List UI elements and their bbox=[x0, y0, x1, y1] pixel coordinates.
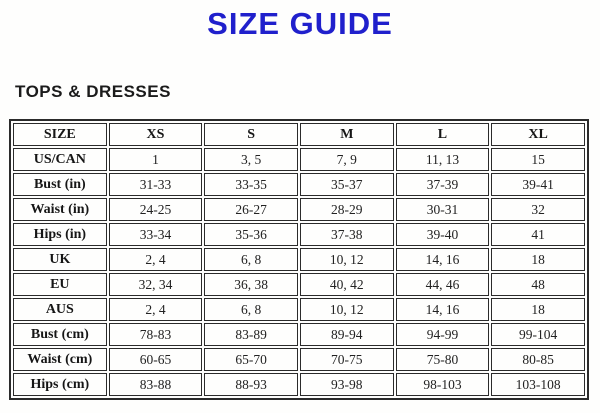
table-row-eu bbox=[13, 273, 585, 296]
row-label: UK bbox=[13, 248, 107, 271]
table-cell: 39-41 bbox=[491, 173, 585, 196]
table-cell: 28-29 bbox=[300, 198, 394, 221]
table-cell: 30-31 bbox=[396, 198, 490, 221]
row-label: Waist (cm) bbox=[13, 348, 107, 371]
table-cell: 26-27 bbox=[204, 198, 298, 221]
table-cell: 15 bbox=[491, 148, 585, 171]
table-row-waist-cm bbox=[13, 348, 585, 371]
column-header-xl: XL bbox=[491, 123, 585, 146]
table-cell: 40, 42 bbox=[300, 273, 394, 296]
table-cell: 7, 9 bbox=[300, 148, 394, 171]
size-chart-table bbox=[9, 119, 589, 400]
table-cell: 83-89 bbox=[204, 323, 298, 346]
table-cell: 1 bbox=[109, 148, 203, 171]
table-cell: 6, 8 bbox=[204, 298, 298, 321]
table-cell: 80-85 bbox=[491, 348, 585, 371]
table-row-aus bbox=[13, 298, 585, 321]
table-row-waist-in bbox=[13, 198, 585, 221]
table-cell: 65-70 bbox=[204, 348, 298, 371]
table-cell: 60-65 bbox=[109, 348, 203, 371]
table-cell: 99-104 bbox=[491, 323, 585, 346]
table-cell: 14, 16 bbox=[396, 298, 490, 321]
table-cell: 48 bbox=[491, 273, 585, 296]
table-cell: 83-88 bbox=[109, 373, 203, 396]
table-cell: 94-99 bbox=[396, 323, 490, 346]
row-label: AUS bbox=[13, 298, 107, 321]
row-label: Waist (in) bbox=[13, 198, 107, 221]
row-label: Hips (in) bbox=[13, 223, 107, 246]
table-row-hips-cm bbox=[13, 373, 585, 396]
table-cell: 6, 8 bbox=[204, 248, 298, 271]
table-cell: 44, 46 bbox=[396, 273, 490, 296]
table-row-bust-in bbox=[13, 173, 585, 196]
row-label: Bust (cm) bbox=[13, 323, 107, 346]
table-cell: 37-38 bbox=[300, 223, 394, 246]
table-cell: 35-37 bbox=[300, 173, 394, 196]
table-cell: 41 bbox=[491, 223, 585, 246]
table-cell: 14, 16 bbox=[396, 248, 490, 271]
column-header-l: L bbox=[396, 123, 490, 146]
column-header-s: S bbox=[204, 123, 298, 146]
table-row-bust-cm bbox=[13, 323, 585, 346]
table-cell: 10, 12 bbox=[300, 298, 394, 321]
table-cell: 75-80 bbox=[396, 348, 490, 371]
table-cell: 33-34 bbox=[109, 223, 203, 246]
table-cell: 32, 34 bbox=[109, 273, 203, 296]
table-cell: 70-75 bbox=[300, 348, 394, 371]
table-cell: 11, 13 bbox=[396, 148, 490, 171]
table-row-hips-in bbox=[13, 223, 585, 246]
table-cell: 10, 12 bbox=[300, 248, 394, 271]
column-header-size: SIZE bbox=[13, 123, 107, 146]
table-cell: 103-108 bbox=[491, 373, 585, 396]
table-cell: 98-103 bbox=[396, 373, 490, 396]
table-cell: 88-93 bbox=[204, 373, 298, 396]
table-cell: 18 bbox=[491, 298, 585, 321]
table-cell: 2, 4 bbox=[109, 248, 203, 271]
column-header-xs: XS bbox=[109, 123, 203, 146]
table-cell: 33-35 bbox=[204, 173, 298, 196]
table-cell: 18 bbox=[491, 248, 585, 271]
table-cell: 89-94 bbox=[300, 323, 394, 346]
table-cell: 37-39 bbox=[396, 173, 490, 196]
table-cell: 36, 38 bbox=[204, 273, 298, 296]
page-title: SIZE GUIDE bbox=[207, 6, 393, 41]
row-label: Hips (cm) bbox=[13, 373, 107, 396]
section-heading: TOPS & DRESSES bbox=[15, 82, 171, 101]
table-cell: 31-33 bbox=[109, 173, 203, 196]
row-label: US/CAN bbox=[13, 148, 107, 171]
table-cell: 2, 4 bbox=[109, 298, 203, 321]
table-row-uk bbox=[13, 248, 585, 271]
table-cell: 39-40 bbox=[396, 223, 490, 246]
table-header-row bbox=[13, 123, 585, 146]
row-label: EU bbox=[13, 273, 107, 296]
table-cell: 24-25 bbox=[109, 198, 203, 221]
row-label: Bust (in) bbox=[13, 173, 107, 196]
table-cell: 78-83 bbox=[109, 323, 203, 346]
table-cell: 35-36 bbox=[204, 223, 298, 246]
table-cell: 32 bbox=[491, 198, 585, 221]
table-row-us-can bbox=[13, 148, 585, 171]
column-header-m: M bbox=[300, 123, 394, 146]
table-cell: 3, 5 bbox=[204, 148, 298, 171]
table-cell: 93-98 bbox=[300, 373, 394, 396]
